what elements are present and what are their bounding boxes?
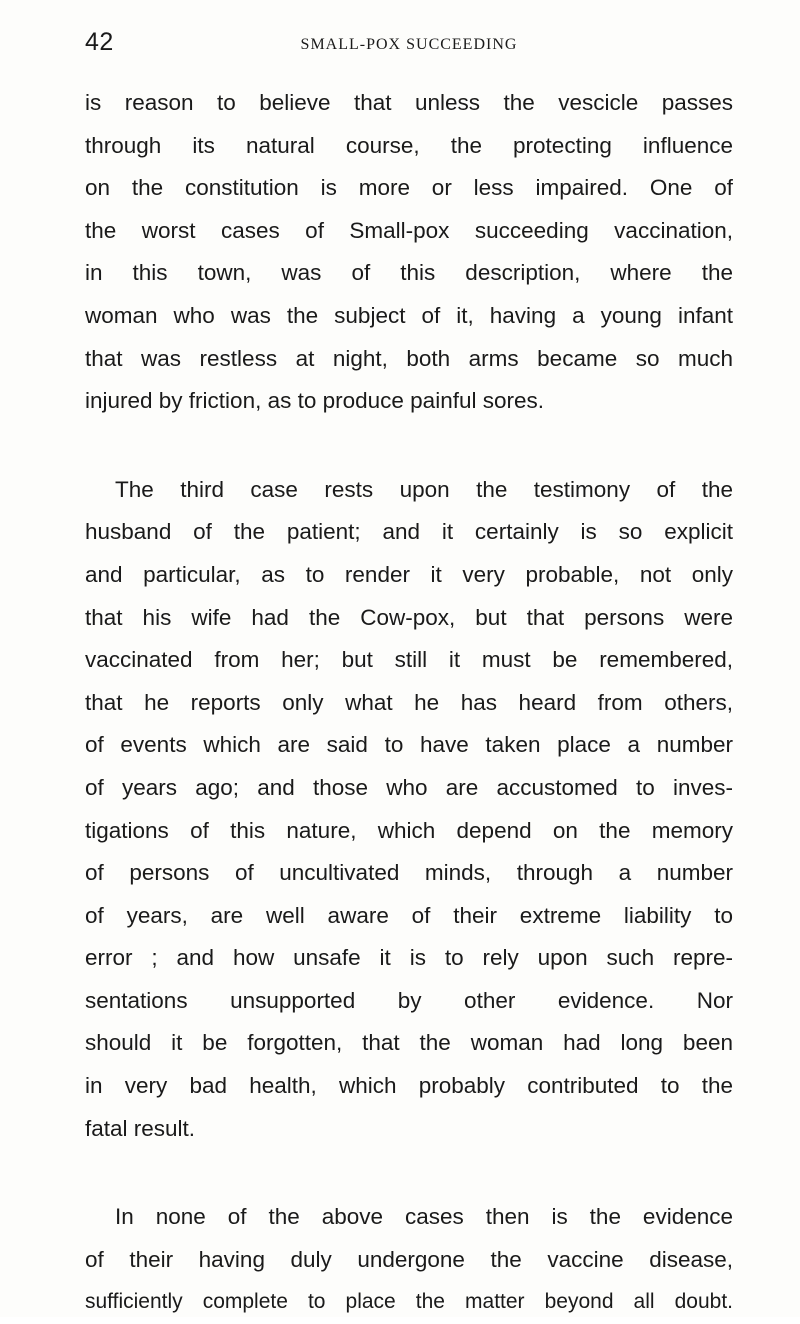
running-head: SMALL-POX SUCCEEDING [300,36,518,53]
page-header [85,28,733,64]
text-line: and particular, as to render it very probable, not only [85,561,733,587]
text-line: The third case rests upon the testimony of the [115,476,733,502]
paragraph [85,1196,733,1324]
text-line: in this town, was of this description, where the [85,260,733,286]
text-line: should it be forgotten, that the woman had long been [85,1030,733,1056]
paragraph [85,469,733,1151]
text-line: is reason to believe that unless the vescicle passes [85,90,733,115]
text-line: in very bad health, which probably contributed to the [85,1073,733,1099]
paragraph-gap [85,423,733,469]
text-line: vaccinated from her; but still it must be remembered, [85,647,733,673]
text-line: of events which are said to have taken place a number [85,732,733,758]
paragraph [85,82,733,423]
text-line: the worst cases of Small-pox succeeding vaccination, [85,217,733,243]
text-line: of persons of uncultivated minds, through a number [85,860,733,886]
text-line: that was restless at night, both arms became so much [85,345,733,371]
text-line: that his wife had the Cow-pox, but that persons were [85,604,733,630]
text-line: tigations of this nature, which depend on the memory [85,817,733,843]
text-line: that he reports only what he has heard from others, [85,689,733,715]
text-line: of years ago; and those who are accustomed to inves- [85,774,733,800]
text-line: In none of the above cases then is the evidence [115,1204,733,1230]
paragraph-gap [85,1150,733,1196]
text-line: sufficiently complete to place the matter beyond all doubt. [85,1290,733,1314]
text-line: on the constitution is more or less impaired. One of [85,175,733,201]
text-line: of their having duly undergone the vaccine disease, [85,1246,733,1272]
text-line: injured by friction, as to produce painful sores. [85,388,544,414]
text-line: error ; and how unsafe it is to rely upon such repre- [85,945,733,971]
text-line: through its natural course, the protecting influence [85,132,733,158]
text-line: fatal result. [85,1115,196,1141]
page-number: 42 [85,28,114,56]
body-text [85,82,733,1324]
text-line: of years, are well aware of their extreme liability to [85,902,733,928]
text-line: woman who was the subject of it, having a young infant [85,302,733,328]
text-line: husband of the patient; and it certainly is so explicit [85,519,733,545]
text-line: sentations unsupported by other evidence. Nor [85,987,733,1013]
